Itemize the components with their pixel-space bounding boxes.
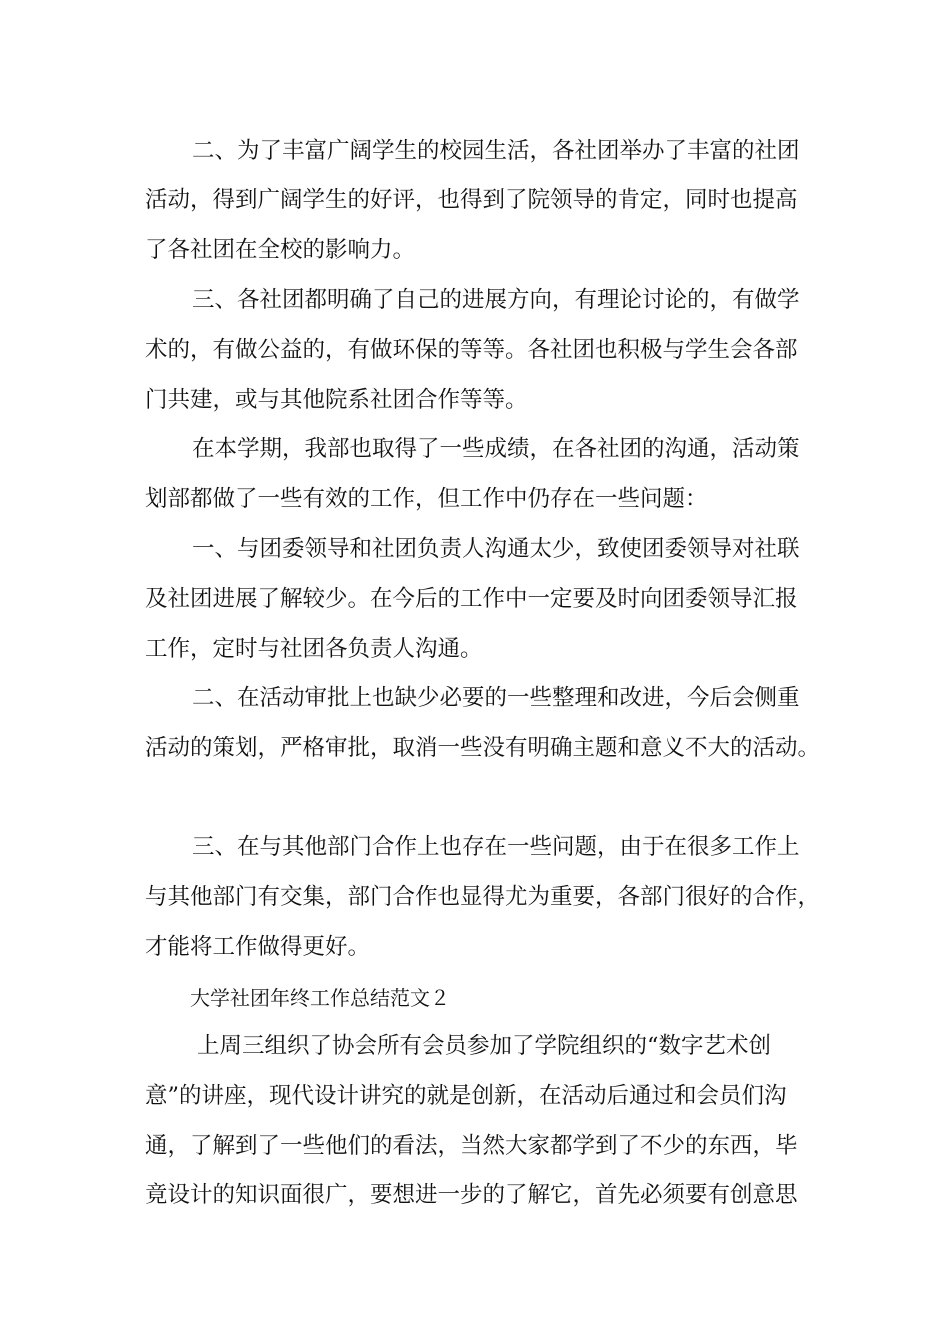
paragraph-line: 术的，有做公益的，有做环保的等等。各社团也积极与学生会各部	[145, 337, 798, 363]
paragraph-line: 二、在活动审批上也缺少必要的一些整理和改进，今后会侧重	[192, 685, 800, 711]
paragraph-line: 一、与团委领导和社团负责人沟通太少，致使团委领导对社联	[192, 536, 800, 562]
section-heading: 大学社团年终工作总结范文２	[190, 986, 450, 1010]
paragraph-line: 活动的策划，严格审批，取消一些没有明确主题和意义不大的活动。	[145, 735, 821, 761]
paragraph-line: 竟设计的知识面很广，要想进一步的了解它，首先必须要有创意思	[145, 1182, 798, 1208]
paragraph-line: 了各社团在全校的影响力。	[145, 237, 416, 263]
paragraph-line: 通，了解到了一些他们的看法，当然大家都学到了不少的东西，毕	[145, 1133, 798, 1159]
paragraph-line: 活动，得到广阔学生的好评，也得到了院领导的肯定，同时也提高	[145, 187, 798, 213]
paragraph-line: 三、各社团都明确了自己的进展方向，有理论讨论的，有做学	[192, 287, 800, 313]
paragraph-line: 划部都做了一些有效的工作，但工作中仍存在一些问题：	[145, 486, 708, 512]
paragraph-line: 意”的讲座，现代设计讲究的就是创新，在活动后通过和会员们沟	[145, 1083, 787, 1109]
paragraph-line: 与其他部门有交集，部门合作也显得尤为重要，各部门很好的合作，	[145, 884, 821, 910]
paragraph-line: 门共建，或与其他院系社团合作等等。	[145, 387, 528, 413]
paragraph-line: 及社团进展了解较少。在今后的工作中一定要及时向团委领导汇报	[145, 586, 798, 612]
paragraph-line: 上周三组织了协会所有会员参加了学院组织的“数字艺术创	[197, 1033, 772, 1059]
paragraph-line: 在本学期，我部也取得了一些成绩，在各社团的沟通，活动策	[192, 436, 800, 462]
paragraph-line: 三、在与其他部门合作上也存在一些问题，由于在很多工作上	[192, 834, 800, 860]
paragraph-line: 工作，定时与社团各负责人沟通。	[145, 636, 483, 662]
paragraph-line: 二、为了丰富广阔学生的校园生活，各社团举办了丰富的社团	[192, 138, 800, 164]
paragraph-line: 才能将工作做得更好。	[145, 934, 371, 960]
